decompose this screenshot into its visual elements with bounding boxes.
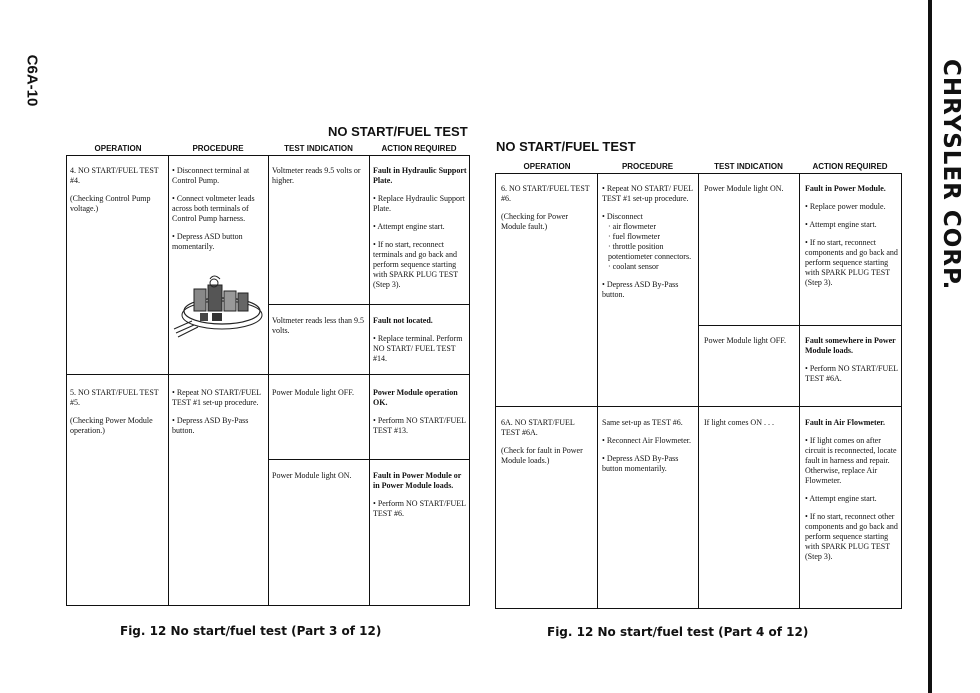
left-r4-operation: 4. NO START/FUEL TEST #4. (Checking Control Pump voltage.): [70, 166, 159, 213]
right-col-divider: [698, 173, 699, 609]
right-header-operation: OPERATION: [523, 162, 571, 171]
right-r6-test-1: Power Module light ON.: [704, 184, 784, 193]
right-caption: Fig. 12 No start/fuel test (Part 4 of 12): [547, 625, 809, 639]
brand-bar: [928, 0, 932, 693]
left-r4-test-1: Voltmeter reads 9.5 volts or higher.: [272, 166, 361, 185]
left-col-divider: [168, 155, 169, 606]
left-header-action-required: ACTION REQUIRED: [381, 144, 457, 153]
left-col-divider: [369, 155, 370, 606]
right-header-test-indication: TEST INDICATION: [714, 162, 783, 171]
left-r4-test-2: Voltmeter reads less than 9.5 volts.: [272, 316, 365, 335]
right-r6-action-1: Fault in Power Module. • Replace power module. • Attempt engine start. • If no start, reconnect components and go back and perform sequence starting with SPARK PLUG TEST (Step 3).: [805, 184, 900, 296]
left-r5-test-2: Power Module light ON.: [272, 471, 352, 480]
left-col-divider: [268, 155, 269, 606]
right-header-procedure: PROCEDURE: [621, 162, 674, 171]
left-r4-procedure: • Disconnect terminal at Control Pump. • Connect voltmeter leads across both terminals of Control Pump harness. • Depress ASD button momentarily.: [172, 166, 265, 260]
left-r5-operation: 5. NO START/FUEL TEST #5. (Checking Power Module operation.): [70, 388, 159, 435]
left-r5-action-2: Fault in Power Module or in Power Module loads. • Perform NO START/FUEL TEST #6.: [373, 471, 467, 527]
right-r6a-procedure: Same set-up as TEST #6. • Reconnect Air Flowmeter. • Depress ASD By-Pass button momentarily.: [602, 418, 696, 482]
left-r4-action-2: Fault not located. • Replace terminal. Perform NO START/ FUEL TEST #14.: [373, 316, 467, 372]
right-col-divider: [799, 173, 800, 609]
right-title: NO START/FUEL TEST: [496, 139, 636, 154]
left-r5-procedure: • Repeat NO START/FUEL TEST #1 set-up procedure. • Depress ASD By-Pass button.: [172, 388, 265, 444]
right-r6-procedure: • Repeat NO START/ FUEL TEST #1 set-up procedure. • Disconnect · air flowmeter · fuel flowmeter · throttle position potentiometer connectors. · coolant sensor • Depress ASD By-Pass button.: [602, 184, 696, 308]
left-row-divider: [66, 374, 470, 375]
left-title: NO START/FUEL TEST: [328, 124, 468, 139]
left-r5-test-1: Power Module light OFF.: [272, 388, 355, 397]
right-r6a-action-1: Fault in Air Flowmeter. • If light comes on after circuit is reconnected, locate fault in harness and repair. Otherwise, replace Air Flowmeter. • Attempt engine start. • If no start, reconnect other components and go back and perform sequence starting with SPARK PLUG TEST (Step 3).: [805, 418, 900, 570]
left-header-operation: OPERATION: [94, 144, 142, 153]
right-r6a-test-1: If light comes ON . . .: [704, 418, 774, 427]
left-r4-action-1: Fault in Hydraulic Support Plate. • Replace Hydraulic Support Plate. • Attempt engine start. • If no start, reconnect terminals and go back and perform sequence starting with SPARK PLUG TEST (Step 3).: [373, 166, 467, 298]
control-pump-illustration: [172, 275, 266, 339]
left-sub-divider: [268, 459, 470, 460]
right-row-divider: [495, 406, 902, 407]
right-col-divider: [597, 173, 598, 609]
page-number: C6A-10: [23, 54, 41, 107]
right-r6a-operation: 6A. NO START/FUEL TEST #6A. (Check for fault in Power Module loads.): [501, 418, 583, 465]
left-caption: Fig. 12 No start/fuel test (Part 3 of 12): [120, 624, 382, 638]
left-sub-divider: [268, 304, 470, 305]
right-r6-operation: 6. NO START/FUEL TEST #6. (Checking for Power Module fault.): [501, 184, 590, 231]
left-header-procedure: PROCEDURE: [192, 144, 244, 153]
left-r5-action-1: Power Module operation OK. • Perform NO START/FUEL TEST #13.: [373, 388, 467, 444]
right-header-action-required: ACTION REQUIRED: [812, 162, 888, 171]
right-sub-divider: [698, 325, 902, 326]
right-r6-action-2: Fault somewhere in Power Module loads. • Perform NO START/FUEL TEST #6A.: [805, 336, 900, 392]
left-header-test-indication: TEST INDICATION: [284, 144, 353, 153]
right-r6-test-2: Power Module light OFF.: [704, 336, 787, 345]
brand-label: CHRYSLER CORP.: [938, 59, 964, 291]
